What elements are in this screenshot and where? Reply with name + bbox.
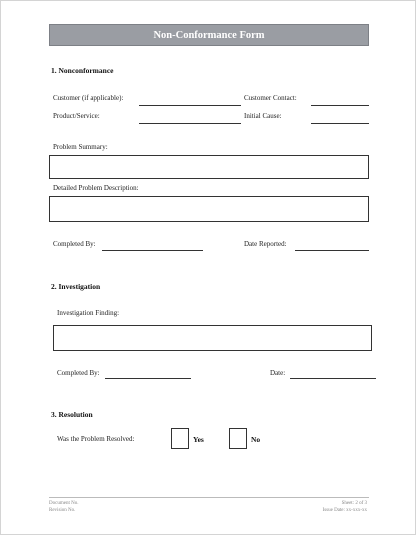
detailed-description-label: Detailed Problem Description: bbox=[53, 184, 139, 192]
resolved-no-label: No bbox=[251, 435, 261, 444]
form-title: Non-Conformance Form bbox=[49, 24, 369, 46]
completed-by-field[interactable] bbox=[102, 250, 203, 251]
investigation-finding-label: Investigation Finding: bbox=[57, 309, 120, 317]
problem-resolved-label: Was the Problem Resolved: bbox=[57, 435, 135, 443]
investigation-finding-box[interactable] bbox=[53, 325, 372, 351]
product-service-label: Product/Service: bbox=[53, 112, 100, 120]
initial-cause-label: Initial Cause: bbox=[244, 112, 282, 120]
completed-by-label: Completed By: bbox=[53, 240, 96, 248]
footer-document-no: Document No. bbox=[49, 501, 79, 506]
section-heading-resolution: 3. Resolution bbox=[51, 410, 93, 419]
investigation-date-label: Date: bbox=[270, 369, 286, 377]
detailed-description-box[interactable] bbox=[49, 196, 369, 222]
customer-contact-field[interactable] bbox=[311, 105, 369, 106]
resolved-yes-checkbox[interactable] bbox=[171, 428, 189, 449]
footer-issue-date: Issue Date: xx-xxx-xx bbox=[322, 508, 367, 513]
problem-summary-box[interactable] bbox=[49, 155, 369, 179]
date-reported-field[interactable] bbox=[295, 250, 369, 251]
resolved-yes-label: Yes bbox=[193, 435, 204, 444]
date-reported-label: Date Reported: bbox=[244, 240, 287, 248]
problem-summary-label: Problem Summary: bbox=[53, 143, 108, 151]
customer-field[interactable] bbox=[139, 105, 241, 106]
investigation-date-field[interactable] bbox=[290, 378, 376, 379]
investigation-completed-by-label: Completed By: bbox=[57, 369, 100, 377]
section-heading-nonconformance: 1. Nonconformance bbox=[51, 66, 114, 75]
footer-divider bbox=[49, 497, 369, 498]
product-service-field[interactable] bbox=[139, 123, 241, 124]
section-heading-investigation: 2. Investigation bbox=[51, 282, 101, 291]
investigation-completed-by-field[interactable] bbox=[105, 378, 191, 379]
initial-cause-field[interactable] bbox=[311, 123, 369, 124]
customer-label: Customer (if applicable): bbox=[53, 94, 124, 102]
footer-sheet: Sheet: 2 of 3 bbox=[341, 501, 367, 506]
customer-contact-label: Customer Contact: bbox=[244, 94, 297, 102]
footer-revision-no: Revision No. bbox=[49, 508, 76, 513]
resolved-no-checkbox[interactable] bbox=[229, 428, 247, 449]
